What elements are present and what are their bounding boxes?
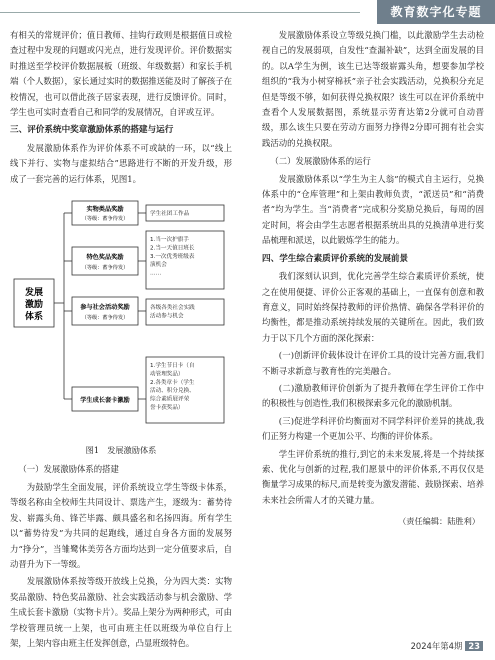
subsection-heading: （一）发展激励体系的搭建 <box>18 464 119 475</box>
group-title: 特色奖品奖励 <box>86 254 124 262</box>
note-text: 3.一次优秀班级表 <box>150 253 195 260</box>
root-label-line3: 体系 <box>24 312 44 323</box>
note-text: 动管理奖品） <box>150 371 184 378</box>
paragraph: 我们深刻认识到，优化完善学生综合素质评价系统，使之在使用便捷、评价公正客观的基础上，一直保有创意和教育意义，同时始终保持教师的评价热情、确保各学科评价的均衡性，都是推动系统持续发展的关键所在。因此，我们致力于以下几个方面的深化探索： <box>262 271 484 343</box>
note-text: 学生社团工作品 <box>150 211 190 218</box>
group-sub: （等级：蓄争待发） <box>81 315 129 322</box>
section-heading: 四、学生综合素质评价系统的发展前景 <box>262 253 409 264</box>
page-number: 23 <box>465 641 483 651</box>
editor-credit: （责任编辑：陆胜利） <box>398 516 480 527</box>
left-column <box>10 28 232 653</box>
header-rule <box>0 12 360 13</box>
page-footer <box>411 640 483 652</box>
note-text: 2.各类章卡（学生 <box>150 379 195 386</box>
paragraph: (一)创新评价载体设计在评价工具的设计完善方面,我们不断寻求新意与教育性的完美融合。 <box>262 350 484 376</box>
paragraph: 有相关的常规评价；值日教师、挂钩行政则是根据值日或检查过程中发现的问题或闪光点，进行发现评价。评价数据实时推送至学校评价数据展板（班级、年级数据）和家长手机端（个人数据），家长通过实时的数据推送能及时了解孩子在校情况，也可以借此孩子居家表现，进行反馈评价。同时，学生也可实时查看自己和同学的发展情况，自评或互评。 <box>10 30 232 118</box>
group-title: 学生成长套卡激励 <box>80 397 130 405</box>
root-label-line1: 发展 <box>24 288 44 299</box>
paragraph: 学生评价系统的推行,到它的未来发展,将是一个持续探索、优化与创新的过程,我们愿景中的评价体系,不再仅仅是衡量学习成果的标尺,而是转变为激发潜能、鼓励探索、培养未来社会所需人才的关键力量。 <box>262 448 484 505</box>
note-text: 1.当一次护旗手 <box>150 237 189 244</box>
note-text: 活动、积分兑换、 <box>150 388 195 395</box>
diagram-svg <box>10 191 232 439</box>
paragraph: 发展激励体系按等级开放线上兑换，分为四大类：实物奖品激励、特色奖品激励、社会实践活动参与机会激励、学生成长套卡激励（实物卡片）。奖品上架分为两种形式，可由学校管理员统一上架，也可由班主任以班级为单位自行上架，上架内容由班主任发挥创意，凸显班级特色。 <box>10 576 232 648</box>
right-column <box>262 28 484 530</box>
paragraph: 发展激励体系设立等级兑换门槛，以此激励学生去动检视自己的发展弱项，自发性“查漏补缺”，达到全面发展的目的。以A学生为例，该生已达等级崭露头角，想要参加学校组织的“我为小树穿棉袄”亲子社会实践活动，兑换积分充足但是等级不够，如何获得兑换权限？该生可以在评价系统中查看个人发展数据图，系统显示劳育达第2分就可自动晋级，那么该生只要在劳动方面努力挣得2分即可拥有社会实践活动的兑换权限。 <box>262 30 484 148</box>
section-title-tab: 教育数字化专题 <box>377 0 495 24</box>
paragraph: 发展激励体系作为评价体系不可或缺的一环，以“线上线下并行、实物与虚拟结合”思路进行不断的开发升级，形成了一套完善的运行体系，见图1。 <box>10 142 232 184</box>
group-sub: （等级：蓄争待发） <box>81 265 129 272</box>
issue-label: 2024年第4期 <box>410 641 463 651</box>
paragraph: 发展激励体系以“学生为主人翁”的模式自主运行，兑换体系中的“仓库管理”和上架由教师负责，“派送员”和“消费者”均为学生。当“消费者”完成积分奖励兑换后，每周的固定时间，将会由学生志愿者根据系统出具的兑换清单进行奖品梳理和派送，以此锻炼学生的能力。 <box>262 173 484 246</box>
note-text: 演机会 <box>150 262 167 269</box>
note-text: 各级各类社会实践 <box>150 305 195 312</box>
note-text: 活动参与机会 <box>150 313 184 320</box>
note-text: …… <box>150 270 162 277</box>
note-text: 综合素质展评荣 <box>150 396 190 403</box>
note-box <box>146 299 224 325</box>
paragraph: (三)促进学科评价均衡面对不同学科评价差异的挑战,我们正努力构建一个更加公平、均衡的评价体系。 <box>262 415 484 442</box>
paragraph: (二)激励教师评价创新为了提升教师在学生评价工作中的积极性与创造性,我们积极探索多元化的激励机制。 <box>262 382 484 409</box>
notes-layer <box>150 209 195 411</box>
group-title: 参与社会活动奖励 <box>80 304 130 312</box>
section-heading: 三、评价系统中奖章激励体系的搭建与运行 <box>10 125 174 136</box>
note-text: 誉卡获奖品） <box>150 405 184 412</box>
note-text: 2.当一天值日班长 <box>150 245 195 252</box>
root-label-line2: 激励 <box>24 300 44 311</box>
figure-caption: 图1 发展激励体系 <box>85 445 157 456</box>
subsection-heading: （二）发展激励体系的运行 <box>270 156 371 167</box>
figure-1-diagram <box>10 191 232 439</box>
group-title: 实物类品奖励 <box>86 206 124 214</box>
group-sub: （等级：蓄争待发） <box>81 216 129 223</box>
paragraph: 为鼓励学生全面发展，评价系统设立学生等级卡体系，等级名称由全校师生共同设计、票选产生，逐级为：蓄势待发、崭露头角、锋芒毕露、颇具盛名和名扬四海。所有学生以“蓄势待发”为共同的起跑线，通过自身各方面的发展努力“挣分”，当雏鹭体美劳各方面均达到一定分值要求后，自动晋升为下一等级。 <box>10 481 232 569</box>
note-text: 1.学生节日卡（自 <box>150 363 195 370</box>
